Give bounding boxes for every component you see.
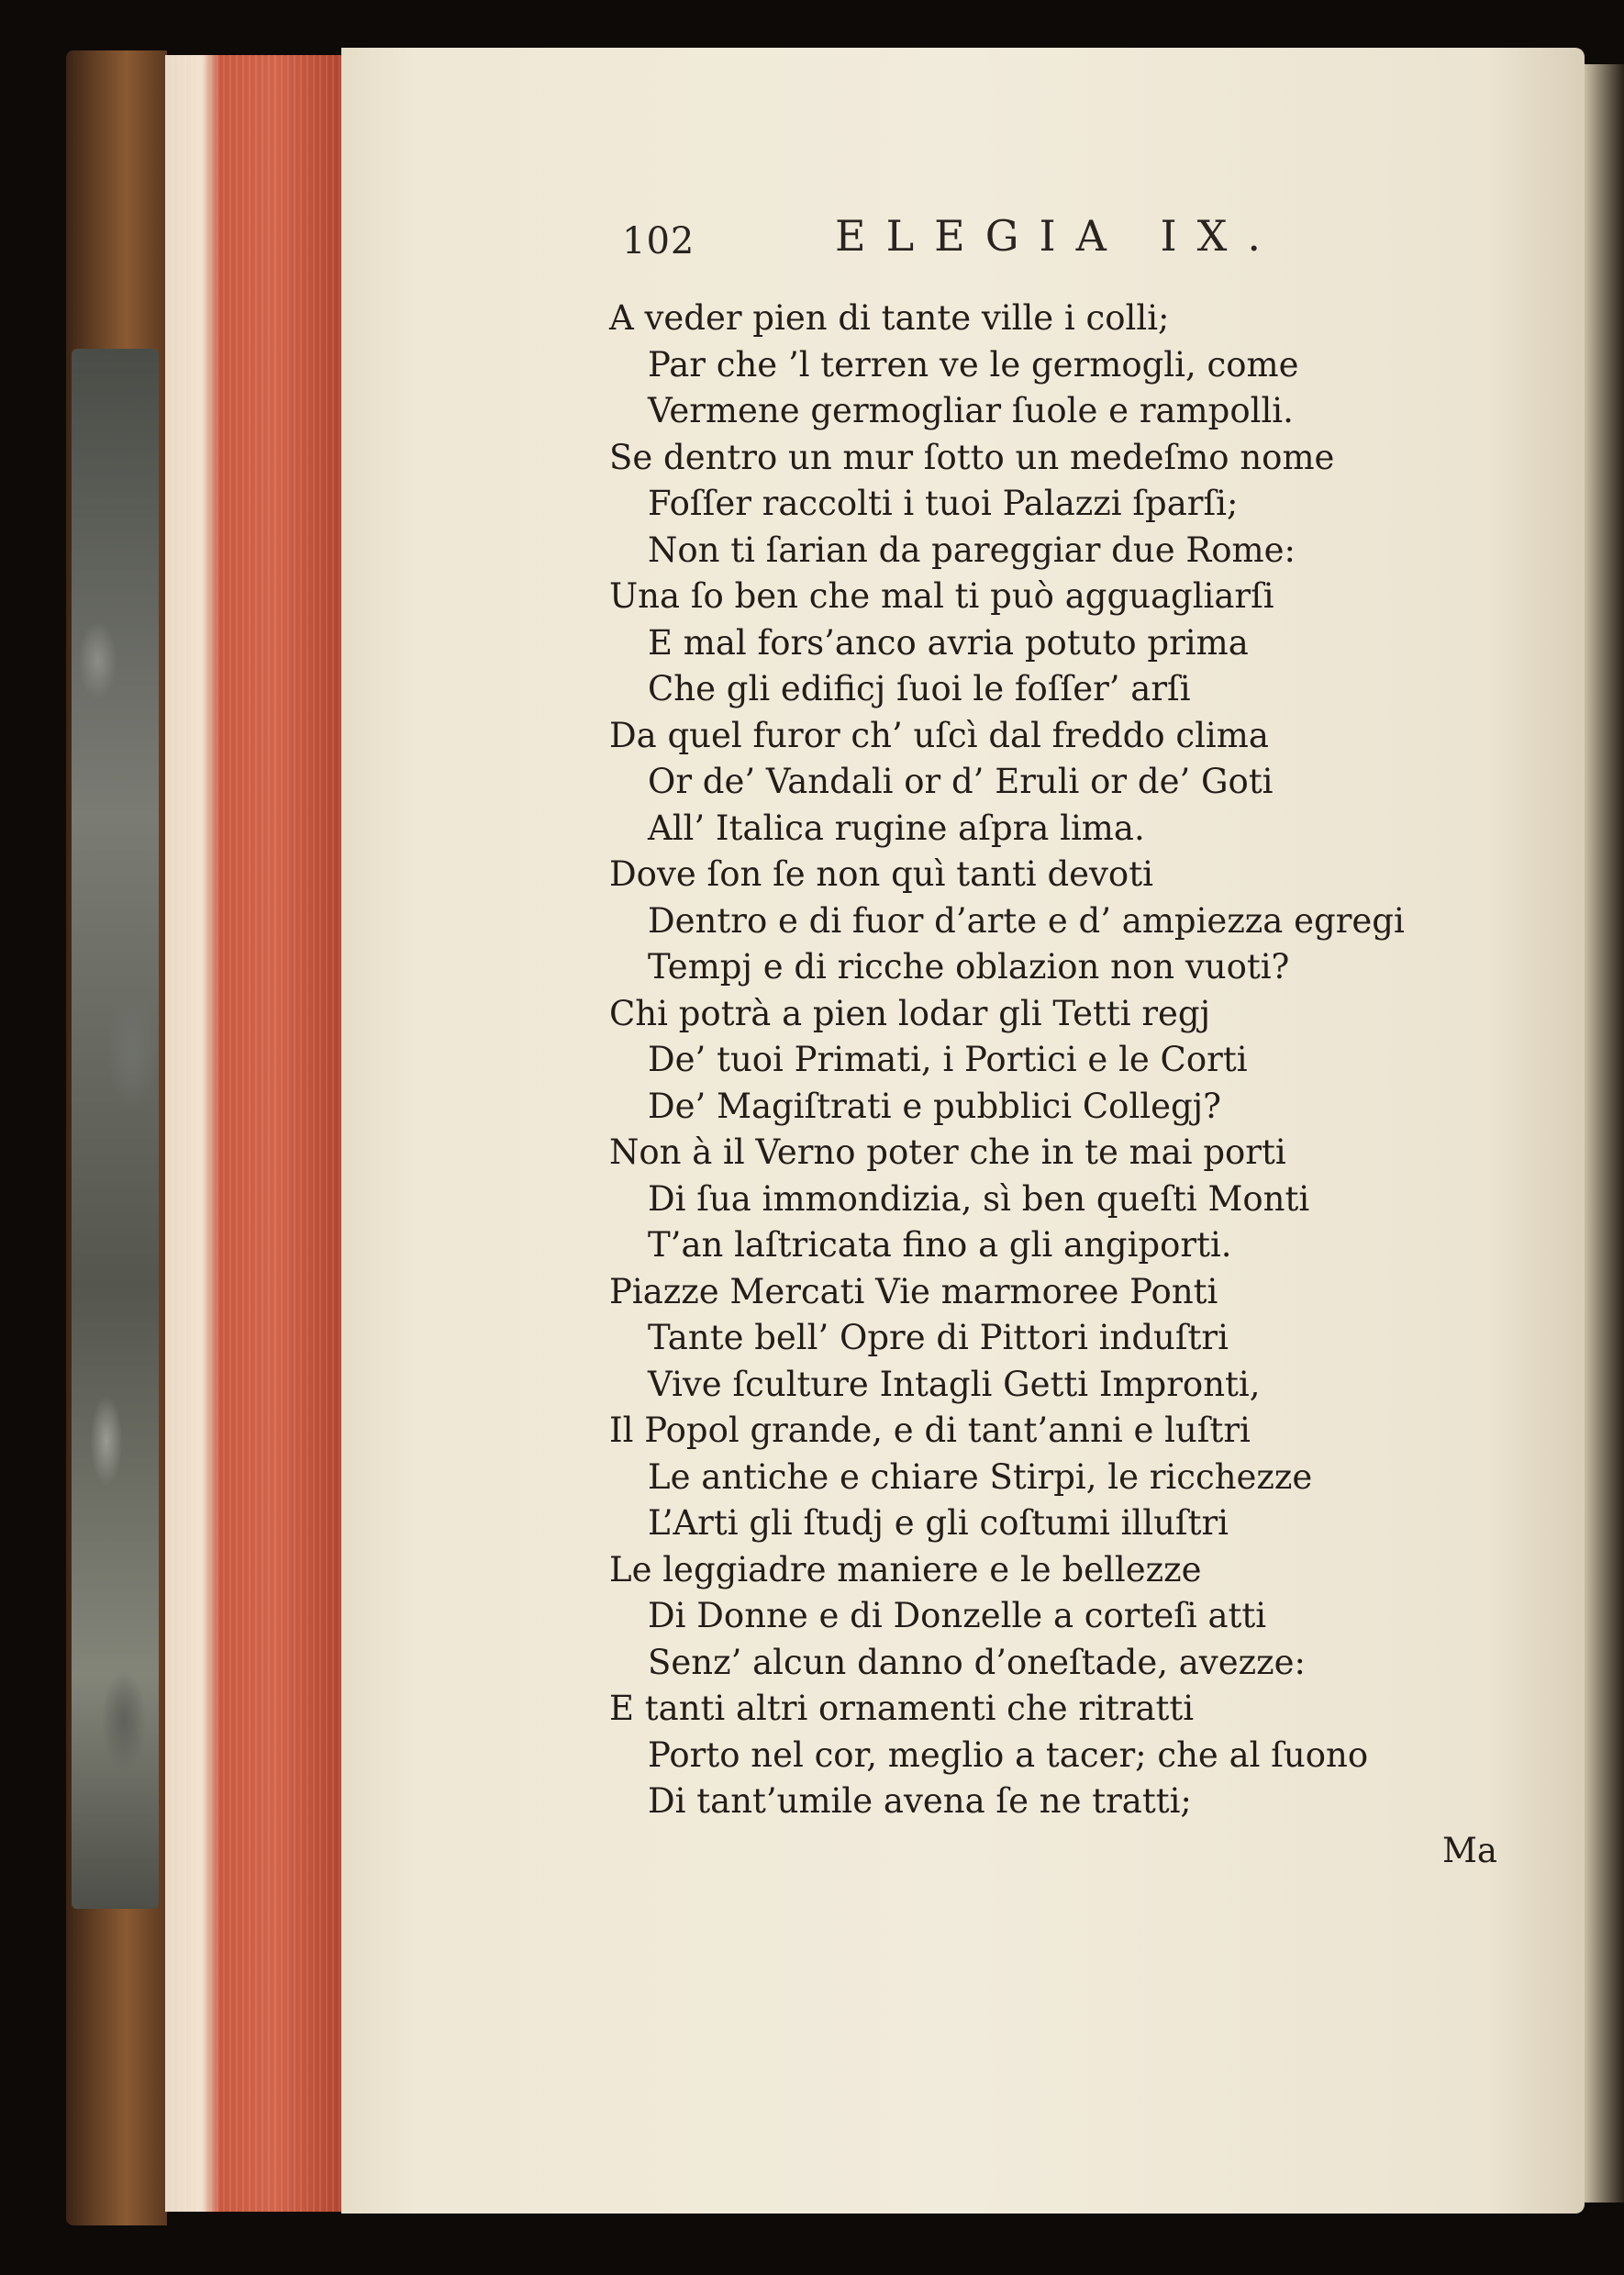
poem-line: Senz’ alcun danno d’oneſtade, avezze: xyxy=(648,1642,1306,1682)
poem-line: Non à il Verno poter che in te mai porti xyxy=(609,1132,1286,1172)
poem-line: Che gli edificj ſuoi le foſſer’ arſi xyxy=(648,669,1191,708)
poem-line: Par che ’l terren ve le germogli, come xyxy=(648,344,1299,385)
poem-line: Piazze Mercati Vie marmoree Ponti xyxy=(609,1271,1218,1311)
poem-line: Vermene germogliar ſuole e rampolli. xyxy=(648,391,1294,430)
poem-line: De’ Magiſtrati e pubblici Collegj? xyxy=(648,1086,1221,1126)
page-number: 102 xyxy=(622,220,695,262)
poem-line: Or de’ Vandali or d’ Eruli or de’ Goti xyxy=(648,762,1274,801)
poem-line: Di ſua immondizia, sì ben queſti Monti xyxy=(648,1178,1310,1219)
marbled-cover xyxy=(72,349,159,1909)
poem-line: Tante bell’ Opre di Pittori induſtri xyxy=(648,1318,1229,1357)
poem-line: A veder pien di tante ville i colli; xyxy=(609,298,1170,338)
poem-line: Il Popol grande, e di tant’anni e luſtri xyxy=(609,1411,1251,1450)
running-title: ELEGIA IX. xyxy=(835,211,1282,261)
poem-line: Di Donne e di Donzelle a corteſi atti xyxy=(648,1596,1267,1635)
page-header xyxy=(615,211,1422,275)
poem-line: Tempj e di ricche oblazion non vuoti? xyxy=(648,947,1290,987)
poem-line: Dove ſon ſe non quì tanti devoti xyxy=(609,854,1153,894)
poem-line: Una ſo ben che mal ti può agguagliarſi xyxy=(609,576,1274,616)
poem-line: Chi potrà a pien lodar gli Tetti regj xyxy=(609,993,1211,1033)
poem-line: Foſſer raccolti i tuoi Palazzi ſparſi; xyxy=(648,484,1239,523)
poem-line: Se dentro un mur ſotto un medeſmo nome xyxy=(609,437,1335,477)
page-gutter-shadow xyxy=(1585,64,1624,2203)
catchword: Ma xyxy=(1442,1831,1497,1870)
poem-line: De’ tuoi Primati, i Portici e le Corti xyxy=(648,1040,1248,1079)
poem-line: Le leggiadre maniere e le bellezze xyxy=(609,1549,1202,1589)
poem-line: T’an laſtricata fino a gli angiporti. xyxy=(648,1225,1232,1265)
poem-line: L’Arti gli ſtudj e gli coſtumi illuſtri xyxy=(648,1503,1229,1543)
poem-line: E tanti altri ornamenti che ritratti xyxy=(609,1689,1195,1728)
poem-line: Da quel furor ch’ uſcì dal freddo clima xyxy=(609,715,1269,755)
poem-line: Dentro e di fuor d’arte e d’ ampiezza egregi xyxy=(648,900,1405,941)
red-page-edges xyxy=(165,55,349,2212)
poem-line: All’ Italica rugine aſpra lima. xyxy=(648,808,1145,848)
poem-line: Le antiche e chiare Stirpi, le ricchezze xyxy=(648,1456,1313,1497)
poem-line: E mal fors’anco avria potuto prima xyxy=(648,622,1249,663)
poem-line: Non ti ſarian da pareggiar due Rome: xyxy=(648,530,1296,570)
poem-line: Vive ſculture Intagli Getti Impronti, xyxy=(648,1364,1261,1404)
poem-line: Porto nel cor, meglio a tacer; che al ſuono xyxy=(648,1734,1369,1775)
poem-line: Di tant’umile avena ſe ne tratti; xyxy=(648,1781,1192,1821)
poem-text xyxy=(609,296,1545,1825)
